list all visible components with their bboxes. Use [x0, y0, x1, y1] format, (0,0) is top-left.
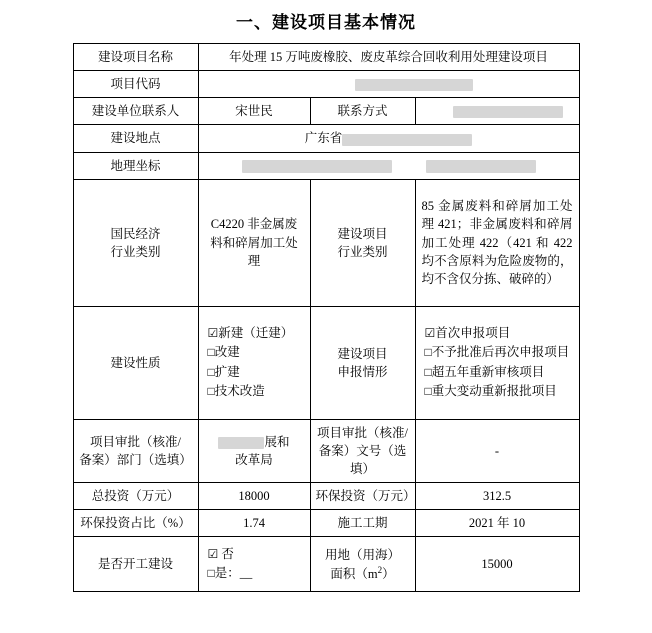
page-title: 一、建设项目基本情况: [236, 13, 416, 32]
option-label: 重大变动重新报批项目: [431, 384, 557, 398]
row-value-project-name: 年处理 15 万吨废橡胶、废皮革综合回收利用处理建设项目: [198, 44, 579, 71]
option-label: 扩建: [214, 364, 240, 379]
table-row: [73, 44, 579, 71]
land-area-unit-sup: 2: [377, 564, 383, 575]
checkbox-icon[interactable]: □: [207, 384, 215, 398]
checkbox-checked-icon[interactable]: ☑: [424, 325, 436, 340]
row-value-env-ratio: 1.74: [198, 510, 310, 537]
checkbox-icon[interactable]: □: [207, 566, 215, 581]
row-value-nature-options: [198, 306, 310, 419]
option-item: [204, 363, 305, 382]
option-label: 技术改造: [214, 384, 265, 398]
checkbox-icon[interactable]: □: [424, 345, 432, 360]
land-area-unit-end: ）: [382, 566, 395, 581]
row-label-project-name: 建设项目名称: [73, 44, 198, 71]
option-item: [421, 363, 574, 382]
land-area-unit-base: 面积（m: [330, 566, 378, 581]
option-item: [204, 343, 305, 362]
approval-doc-label-line2: 备案）文号（选填）: [318, 443, 407, 476]
row-label-declaration-type: [310, 306, 415, 419]
land-area-label-line2: [316, 564, 410, 583]
row-label-approval-doc: [310, 419, 415, 482]
approval-dept-value-line2: 改革局: [235, 452, 273, 467]
option-item: [421, 343, 574, 362]
table-row: [73, 71, 579, 98]
table-row: [73, 510, 579, 537]
table-row: [73, 98, 579, 125]
option-label: 首次申报项目: [435, 325, 511, 340]
option-item: [204, 564, 305, 583]
row-value-project-industry: 85 金属废料和碎屑加工处理 421；非金属废料和碎屑加工处理 422（421 和 422 均不含原料为危险废物的，均不含仅分拣、破碎的）: [415, 179, 579, 306]
redaction-block: [242, 160, 392, 173]
option-item: [421, 324, 574, 343]
checkbox-icon[interactable]: □: [207, 345, 215, 360]
option-label: 否: [221, 546, 234, 561]
checkbox-checked-icon[interactable]: ☑: [207, 546, 219, 561]
declaration-label-line1: 建设项目: [337, 346, 388, 361]
row-value-approval-dept: [198, 419, 310, 482]
option-item: [204, 382, 305, 401]
row-label-project-code: 项目代码: [73, 71, 198, 98]
checkbox-checked-icon[interactable]: ☑: [207, 325, 219, 340]
row-label-project-industry: [310, 179, 415, 306]
project-industry-label-line2: 行业类别: [337, 244, 388, 259]
redaction-block: [426, 160, 536, 173]
row-label-land-area: [310, 537, 415, 592]
option-label: 改建: [214, 345, 240, 360]
checkbox-icon[interactable]: □: [207, 364, 215, 379]
table-row: [73, 125, 579, 152]
table-row: [73, 483, 579, 510]
table-row: [73, 537, 579, 592]
row-value-land-area: 15000: [415, 537, 579, 592]
table-row: [73, 152, 579, 179]
row-value-contact-person: 宋世民: [198, 98, 310, 125]
industry-label-line2: 行业类别: [110, 244, 161, 259]
row-label-coordinates: 地理坐标: [73, 152, 198, 179]
row-value-construction-period: 2021 年 10: [415, 510, 579, 537]
row-label-total-investment: 总投资（万元）: [73, 483, 198, 510]
redaction-block: [453, 106, 563, 118]
redaction-block: [218, 437, 264, 449]
row-value-contact-method: [415, 98, 579, 125]
approval-doc-label-line1: 项目审批（核准/: [317, 425, 408, 440]
approval-dept-label-line2: 备案）部门（选填）: [79, 452, 192, 467]
option-label: 超五年重新审核项目: [431, 364, 545, 379]
row-value-location: [198, 125, 579, 152]
option-label: 不予批准后再次申报项目: [431, 345, 570, 360]
row-value-coordinates: [198, 152, 579, 179]
table-row: [73, 179, 579, 306]
industry-label-line1: 国民经济: [110, 226, 161, 241]
row-value-started-options: [198, 537, 310, 592]
table-row: [73, 306, 579, 419]
project-basic-info-table: [73, 43, 580, 592]
approval-dept-label-line1: 项目审批（核准/: [90, 434, 181, 449]
redaction-block: [342, 134, 472, 146]
row-value-industry-code: C4220 非金属废料和碎屑加工处理: [198, 179, 310, 306]
project-industry-label-line1: 建设项目: [337, 226, 388, 241]
row-value-env-investment: 312.5: [415, 483, 579, 510]
approval-dept-value-line1: [204, 433, 305, 451]
row-label-started: 是否开工建设: [73, 537, 198, 592]
row-value-total-investment: 18000: [198, 483, 310, 510]
option-item: [421, 382, 574, 401]
approval-dept-value-suffix: 展和: [264, 434, 290, 449]
row-label-contact-person: 建设单位联系人: [73, 98, 198, 125]
option-label: 新建（迁建）: [218, 325, 294, 340]
redaction-block: [355, 79, 473, 91]
row-value-project-code: [198, 71, 579, 98]
option-label: 是：__: [214, 566, 253, 581]
row-label-industry: [73, 179, 198, 306]
row-label-nature: 建设性质: [73, 306, 198, 419]
checkbox-icon[interactable]: □: [424, 364, 432, 379]
row-label-contact-method: 联系方式: [310, 98, 415, 125]
row-label-construction-period: 施工工期: [310, 510, 415, 537]
option-item: [204, 324, 305, 343]
land-area-label-line1: 用地（用海）: [324, 547, 400, 562]
row-label-env-ratio: 环保投资占比（%）: [73, 510, 198, 537]
row-label-location: 建设地点: [73, 125, 198, 152]
option-item: [204, 545, 305, 564]
checkbox-icon[interactable]: □: [424, 384, 432, 398]
declaration-label-line2: 申报情形: [337, 364, 388, 379]
row-label-env-investment: 环保投资（万元）: [310, 483, 415, 510]
row-value-declaration-options: [415, 306, 579, 419]
location-prefix: 广东省: [304, 131, 343, 146]
row-value-approval-doc: -: [415, 419, 579, 482]
table-row: [73, 419, 579, 482]
row-label-approval-dept: [73, 419, 198, 482]
